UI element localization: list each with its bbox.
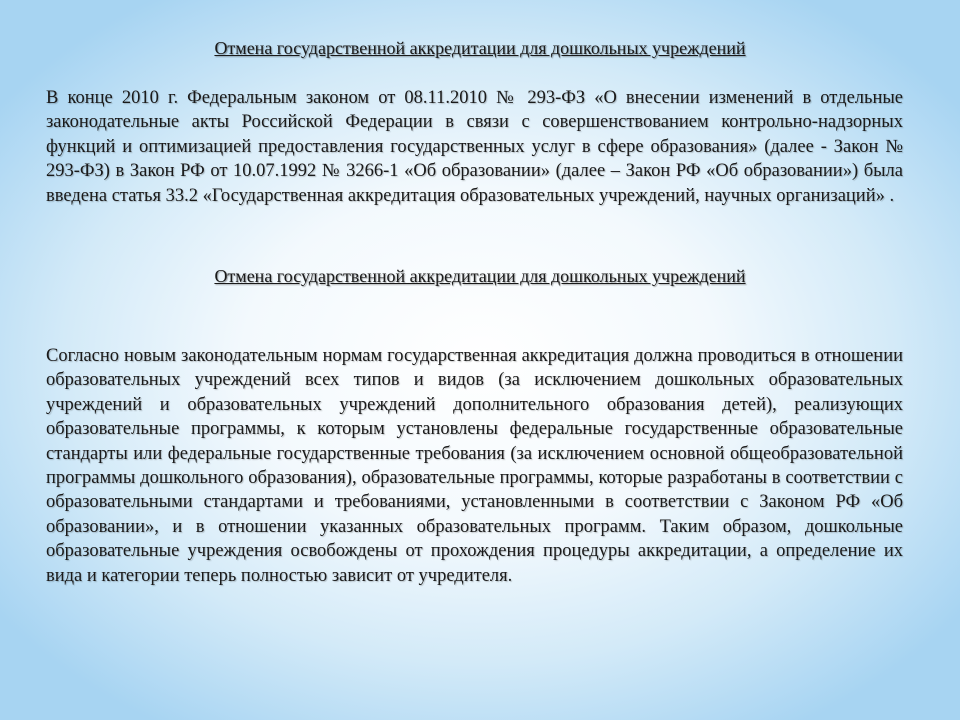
paragraph-new-norms: Согласно новым законодательным нормам государственная аккредитация должна проводиться в отношении образовательных учреждений всех типов и видов (за исключением дошкольных образовательных учреждений и образовательных учреждений дополнительного образования детей), реализующих образовательные программы, к которым установлены федеральные государственные образовательные стандарты или федеральные государственные требования (за исключением основной общеобразовательной программы дошкольного образования), образовательные программы, которые разработаны в соответствии с образовательными стандартами и требованиями, установленными в соответствии с Законом РФ «Об образовании», и в отношении указанных образовательных программ. Таким образом, дошкольные образовательные учреждения освобождены от прохождения процедуры аккредитации, а определение их вида и категории теперь полностью зависит от учредителя. [46, 346, 903, 586]
paragraph-law-293: В конце 2010 г. Федеральным законом от 08.11.2010 № 293-ФЗ «О внесении изменений в отдельные законодательные акты Российской Федерации в связи с совершенствованием контрольно-надзорных функций и оптимизацией предоставления государственных услуг в сфере образования» (далее - Закон № 293-ФЗ) в Закон РФ от 10.07.1992 № 3266-1 «Об образовании» (далее – Закон РФ «Об образовании») была введена статья 33.2 «Государственная аккредитация образовательных учреждений, научных организаций» . [46, 88, 903, 206]
slide-heading-second: Отмена государственной аккредитации для дошкольных учреждений [214, 266, 746, 286]
slide-heading-top: Отмена государственной аккредитации для дошкольных учреждений [214, 38, 746, 58]
